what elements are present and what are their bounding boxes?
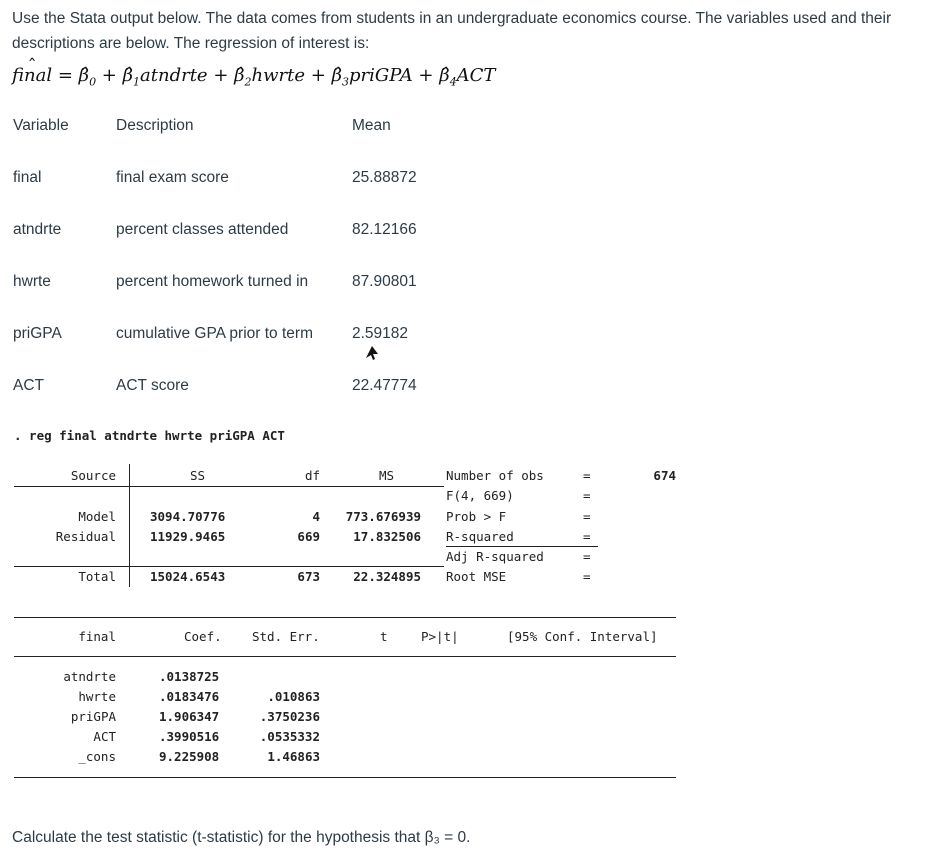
stat-equals: = (583, 529, 591, 544)
stat-label: F(4, 669) (446, 488, 514, 503)
coef-value: .0183476 (159, 689, 220, 704)
coef-rule (14, 617, 676, 618)
coef-header-t: t (380, 629, 388, 644)
coef-se: .010863 (267, 689, 320, 704)
coef-rule (14, 777, 676, 778)
anova-ss: 11929.9465 (150, 529, 226, 544)
coef-var: ACT (93, 729, 116, 744)
var-mean: 25.88872 (352, 169, 417, 186)
anova-ss: 3094.70776 (150, 509, 226, 524)
question-text: Calculate the test statistic (t-statistic) for the hypothesis that β₃ = 0. (12, 829, 471, 846)
intro-text: Use the Stata output below. The data comes from students in an undergraduate economics course. The variables used and their descriptions are below. The regression of interest is: (12, 10, 892, 52)
stat-rule (446, 546, 598, 547)
stat-label: R-squared (446, 529, 514, 544)
anova-df: 673 (297, 569, 320, 584)
stat-label: Root MSE (446, 569, 507, 584)
var-name: hwrte (13, 273, 51, 290)
anova-rule (14, 486, 444, 487)
var-description: final exam score (116, 169, 229, 186)
stat-equals: = (583, 569, 591, 584)
coef-value: 9.225908 (159, 749, 220, 764)
anova-rule (14, 566, 444, 567)
coef-header-se: Std. Err. (252, 629, 320, 644)
var-mean: 82.12166 (352, 221, 417, 238)
var-description: percent homework turned in (116, 273, 309, 290)
var-mean: 87.90801 (352, 273, 417, 290)
var-description: percent classes attended (116, 221, 289, 238)
var-name: ACT (13, 377, 44, 394)
var-name: atndrte (13, 221, 62, 238)
regression-equation: fina $l = \betâ_0$ + $\betâ_1atndrte$ + $\betâ_2hwrte$ + $\betâ_3priGPA$ + $\betâ_4ACT$ (12, 65, 496, 89)
coef-se: 1.46863 (267, 749, 320, 764)
mouse-cursor-icon (365, 345, 379, 361)
var-name: priGPA (13, 325, 62, 342)
stat-label: Number of obs (446, 468, 544, 483)
anova-header-df: df (304, 468, 320, 483)
coef-var: hwrte (78, 689, 116, 704)
anova-ms: 17.832506 (353, 529, 421, 544)
coef-header-coef: Coef. (184, 629, 222, 644)
stat-label: Adj R-squared (446, 549, 544, 564)
coef-var: atndrte (63, 669, 116, 684)
coef-header-ci: [95% Conf. Interval] (507, 629, 658, 644)
stat-equals: = (583, 488, 591, 503)
coef-header-depvar: final (78, 629, 116, 644)
coef-se: .0535332 (259, 729, 320, 744)
anova-divider (129, 464, 130, 587)
var-name: final (13, 169, 42, 186)
coef-var: _cons (78, 749, 116, 764)
var-mean: 22.47774 (352, 377, 417, 394)
var-header-variable: Variable (13, 117, 69, 134)
coef-value: 1.906347 (159, 709, 220, 724)
anova-header-source: Source (70, 468, 116, 483)
anova-source: Total (78, 569, 116, 584)
anova-df: 4 (312, 509, 320, 524)
stat-label: Prob > F (446, 509, 507, 524)
stat-equals: = (583, 509, 591, 524)
stat-equals: = (583, 549, 591, 564)
var-description: cumulative GPA prior to term (116, 325, 313, 342)
anova-source: Residual (55, 529, 116, 544)
stata-command: . reg final atndrte hwrte priGPA ACT (14, 428, 285, 443)
coef-rule (14, 656, 676, 657)
coef-value: .0138725 (159, 669, 220, 684)
anova-df: 669 (297, 529, 320, 544)
anova-ss: 15024.6543 (150, 569, 226, 584)
anova-source: Model (78, 509, 116, 524)
coef-se: .3750236 (259, 709, 320, 724)
stat-value: 674 (653, 468, 676, 483)
anova-ms: 22.324895 (353, 569, 421, 584)
anova-header-ms: MS (378, 468, 394, 483)
coef-value: .3990516 (159, 729, 220, 744)
var-description: ACT score (116, 377, 189, 394)
var-mean: 2.59182 (352, 325, 409, 342)
coef-var: priGPA (70, 709, 116, 724)
var-header-mean: Mean (352, 117, 391, 134)
coef-header-p: P>|t| (421, 629, 459, 644)
var-header-description: Description (116, 117, 194, 134)
stat-equals: = (583, 468, 591, 483)
anova-header-ss: SS (190, 468, 206, 483)
anova-ms: 773.676939 (345, 509, 421, 524)
